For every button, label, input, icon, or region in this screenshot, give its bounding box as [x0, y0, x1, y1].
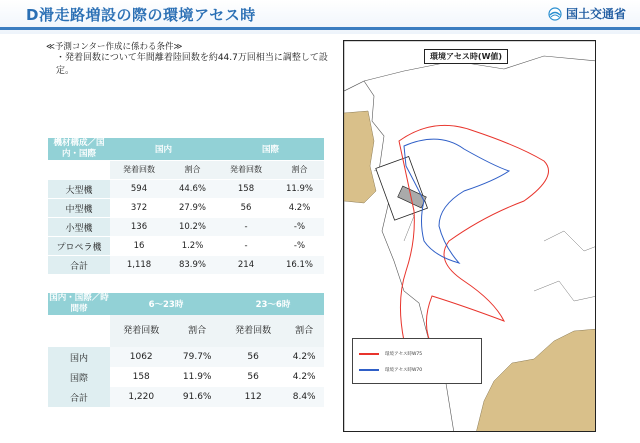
table-row — [48, 256, 324, 275]
group-header-domestic: 国内 — [110, 138, 217, 161]
table-cell: 4.2% — [284, 347, 324, 367]
table-cell: 83.9% — [168, 256, 217, 275]
subheader-count: 発着回数 — [222, 315, 284, 347]
table-cell: 158 — [110, 367, 172, 387]
land-patch-southeast — [476, 329, 596, 432]
table-cell: 44.6% — [168, 180, 217, 199]
table-cell: 1.2% — [168, 237, 217, 256]
table-cell: 10.2% — [168, 218, 217, 237]
table-cell: 214 — [217, 256, 275, 275]
table-corner-label: 機材構成／国内・国際 — [48, 138, 110, 161]
table-cell: 594 — [110, 180, 168, 199]
table-cell: 1062 — [110, 347, 172, 367]
ministry-name: 国土交通省 — [565, 7, 626, 21]
row-label: 合計 — [48, 387, 110, 407]
table-cell: 11.9% — [275, 180, 324, 199]
aircraft-mix-table — [48, 138, 324, 275]
table-row — [48, 180, 324, 199]
table-cell: 56 — [222, 347, 284, 367]
row-label: 合計 — [48, 256, 110, 275]
legend-swatch — [359, 369, 379, 371]
table-cell: 112 — [222, 387, 284, 407]
table-row — [48, 237, 324, 256]
table-cell: 16 — [110, 237, 168, 256]
group-header-international: 国際 — [217, 138, 324, 161]
table-cell: -% — [275, 237, 324, 256]
conditions-text: ・発着回数について年間離着陸回数を約44.7万回相当に調整して設定。 — [56, 53, 328, 76]
conditions-heading: ≪予測コンター作成に係わる条件≫ — [46, 42, 183, 52]
table-row — [48, 199, 324, 218]
table-cell: 1,220 — [110, 387, 172, 407]
header-divider — [0, 27, 640, 30]
map-legend — [352, 338, 482, 384]
subheader-ratio: 割合 — [275, 161, 324, 180]
table-cell: 4.2% — [284, 367, 324, 387]
table-row — [48, 367, 324, 387]
shoreline-detail — [544, 231, 596, 251]
table-cell: 1,118 — [110, 256, 168, 275]
subheader-count: 発着回数 — [110, 161, 168, 180]
header-bar — [0, 0, 640, 34]
table-cell: 91.6% — [172, 387, 222, 407]
ministry-logo — [548, 5, 626, 22]
ministry-logo-icon — [548, 7, 562, 21]
table-cell: 79.7% — [172, 347, 222, 367]
table-corner-label: 国内・国際／時間帯 — [49, 293, 109, 314]
legend-swatch — [359, 353, 379, 355]
table-cell: 16.1% — [275, 256, 324, 275]
table-cell: 11.9% — [172, 367, 222, 387]
table-row — [48, 387, 324, 407]
subheader-count: 発着回数 — [110, 315, 172, 347]
table-cell: - — [217, 218, 275, 237]
table-cell: 56 — [217, 199, 275, 218]
subheader-ratio: 割合 — [284, 315, 324, 347]
table-cell: 27.9% — [168, 199, 217, 218]
row-label: 中型機 — [48, 199, 110, 218]
table-cell: 4.2% — [275, 199, 324, 218]
shoreline-detail — [534, 281, 596, 301]
row-label: 国内 — [48, 347, 110, 367]
group-header-daytime: 6～23時 — [110, 293, 222, 315]
table-cell: -% — [275, 218, 324, 237]
table-cell: 136 — [110, 218, 168, 237]
table-row — [48, 347, 324, 367]
row-label: 国際 — [48, 367, 110, 387]
subheader-count: 発着回数 — [217, 161, 275, 180]
legend-item — [359, 351, 422, 357]
map-title: 環境アセス時(W値) — [424, 49, 508, 64]
group-header-nighttime: 23～6時 — [222, 293, 324, 315]
legend-label: 環境アセス時W75 — [385, 352, 423, 357]
table-cell: 372 — [110, 199, 168, 218]
table-cell: 158 — [217, 180, 275, 199]
row-label: プロペラ機 — [48, 237, 110, 256]
table-cell: 56 — [222, 367, 284, 387]
row-label: 小型機 — [48, 218, 110, 237]
page-title: D滑走路増設の際の環境アセス時 — [26, 6, 256, 24]
row-label: 大型機 — [48, 180, 110, 199]
noise-contour-map — [343, 40, 596, 432]
subheader-ratio: 割合 — [172, 315, 222, 347]
subheader-ratio: 割合 — [168, 161, 217, 180]
legend-item — [359, 367, 422, 373]
time-band-table — [48, 293, 324, 407]
table-cell: - — [217, 237, 275, 256]
legend-label: 環境アセス時W70 — [385, 368, 423, 373]
table-row — [48, 218, 324, 237]
table-cell: 8.4% — [284, 387, 324, 407]
